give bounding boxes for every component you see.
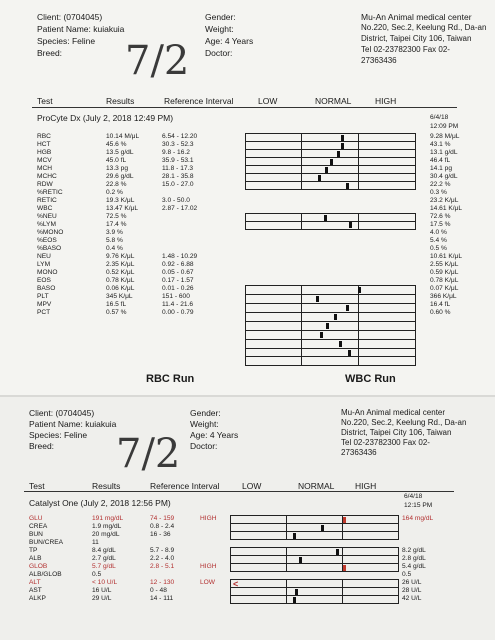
breed: Breed: — [37, 48, 63, 58]
header-test: Test — [29, 481, 45, 491]
reference-interval — [162, 189, 197, 197]
result-flag: HIGH — [200, 515, 217, 522]
prior-result: 0.3 % — [430, 189, 447, 196]
test-column — [37, 133, 63, 317]
header-rule — [24, 491, 454, 492]
reference-interval: 9.8 - 16.2 — [162, 149, 190, 156]
test-name: HGB — [37, 149, 52, 156]
reference-interval — [150, 571, 174, 579]
chemistry-report — [0, 397, 495, 640]
prior-result: 2.55 K/μL — [430, 261, 459, 268]
test-result: 0.06 K/μL — [106, 285, 135, 292]
prior-result: 5.4 % — [430, 237, 447, 244]
reference-interval: 2.2 - 4.0 — [150, 555, 175, 562]
reference-interval: 0.92 - 6.88 — [162, 261, 194, 268]
prior-result: 14.1 pg — [430, 165, 452, 172]
reference-interval: 0.00 - 0.79 — [162, 309, 194, 316]
reference-interval: 2.87 - 17.02 — [162, 205, 198, 212]
test-result: 13.47 K/μL — [106, 205, 139, 212]
test-name: ALKP — [29, 595, 46, 602]
header-reference: Reference Interval — [150, 481, 220, 491]
test-result: 16 U/L — [92, 587, 112, 594]
prior-result: 30.4 g/dL — [430, 173, 458, 180]
reference-interval: 0.17 - 1.57 — [162, 277, 194, 284]
prior-result — [402, 531, 433, 539]
breed: Breed: — [29, 441, 55, 451]
prior-result: 4.0 % — [430, 229, 447, 236]
test-name: %EOS — [37, 237, 57, 244]
test-name: RDW — [37, 181, 53, 188]
reference-interval — [162, 229, 197, 237]
test-result: 19.3 K/μL — [106, 197, 135, 204]
header-rule — [32, 107, 457, 108]
clinic-address-2: District, Taipei City 106, Taiwan — [341, 428, 452, 437]
species: Species: Feline — [29, 430, 88, 440]
test-result: < 10 U/L — [92, 579, 118, 586]
test-result: 72.5 % — [106, 213, 127, 220]
test-name: ALB — [29, 555, 42, 562]
reference-column — [150, 515, 174, 603]
test-result: 13.3 pg — [106, 165, 128, 172]
prior-result: 13.1 g/dL — [430, 149, 458, 156]
test-name: %LYM — [37, 221, 56, 228]
clinic-address-1: No.220, Sec.2, Keelung Rd., Da-an — [361, 23, 487, 32]
test-name: GLOB — [29, 563, 48, 570]
client-id: Client: (0704045) — [29, 408, 95, 418]
test-name: MONO — [37, 269, 58, 276]
prior-result: 2.8 g/dL — [402, 555, 426, 562]
reference-interval: 35.9 - 53.1 — [162, 157, 194, 164]
test-result: 0.4 % — [106, 245, 123, 252]
header-low: LOW — [242, 481, 262, 491]
result-flag — [200, 555, 216, 563]
reference-interval: 5.7 - 8.9 — [150, 547, 175, 554]
test-name: ALB/GLOB — [29, 571, 62, 578]
test-result: 5.7 g/dL — [92, 563, 116, 570]
gender: Gender: — [205, 12, 236, 22]
rbc-indicator-graph-1 — [245, 133, 416, 190]
test-result: 0.57 % — [106, 309, 127, 316]
test-result: 0.5 — [92, 571, 102, 578]
prior-result: 366 K/μL — [430, 293, 457, 300]
header-results: Results — [92, 481, 121, 491]
test-name: ALT — [29, 579, 41, 586]
test-result: 2.35 K/μL — [106, 261, 135, 268]
prior-date: 6/4/18 — [430, 114, 449, 121]
prior-result: 22.2 % — [430, 181, 451, 188]
prior-result: 42 U/L — [402, 595, 422, 602]
test-name: MCV — [37, 157, 52, 164]
test-name: BUN — [29, 531, 43, 538]
prior-result: 0.59 K/μL — [430, 269, 459, 276]
prior-result: 23.2 K/μL — [430, 197, 459, 204]
test-result: 0.52 K/μL — [106, 269, 135, 276]
test-result: 45.6 % — [106, 141, 127, 148]
age: Age: 4 Years — [205, 36, 254, 46]
run-title: Catalyst One (July 2, 2018 12:56 PM) — [29, 498, 171, 508]
reference-interval: 1.48 - 10.29 — [162, 253, 198, 260]
test-result: 10.14 M/μL — [106, 133, 140, 140]
test-name: BUN/CREA — [29, 539, 64, 546]
test-name: PLT — [37, 293, 49, 300]
test-name: MCHC — [37, 173, 57, 180]
prior-result: 0.60 % — [430, 309, 451, 316]
test-name: NEU — [37, 253, 51, 260]
prior-result-column — [402, 515, 433, 603]
wbc-run-label: WBC Run — [345, 373, 396, 385]
test-result: 9.76 K/μL — [106, 253, 135, 260]
header-results: Results — [106, 96, 135, 106]
result-flag — [200, 547, 216, 555]
result-flag — [200, 523, 216, 531]
test-name: BASO — [37, 285, 56, 292]
test-result: 22.8 % — [106, 181, 127, 188]
prior-result: 9.28 M/μL — [430, 133, 460, 140]
reference-interval — [150, 539, 174, 547]
reference-interval — [162, 213, 197, 221]
result-flag — [200, 595, 216, 603]
result-flag — [200, 571, 216, 579]
species: Species: Feline — [37, 36, 96, 46]
test-name: RETIC — [37, 197, 57, 204]
reference-interval: 0 - 48 — [150, 587, 167, 594]
result-column — [92, 515, 123, 603]
clinic-address-2: District, Taipei City 106, Taiwan — [361, 34, 472, 43]
reference-interval: 151 - 600 — [162, 293, 190, 300]
header-high: HIGH — [375, 96, 397, 106]
rbc-run-label: RBC Run — [146, 373, 195, 385]
test-name: TP — [29, 547, 38, 554]
gender: Gender: — [190, 408, 221, 418]
reference-interval: 0.05 - 0.67 — [162, 269, 194, 276]
prior-result: 164 mg/dL — [402, 515, 434, 522]
reference-interval: 6.54 - 12.20 — [162, 133, 198, 140]
reference-interval: 3.0 - 50.0 — [162, 197, 190, 204]
test-name: GLU — [29, 515, 43, 522]
test-result: 3.9 % — [106, 229, 123, 236]
reference-interval: 30.3 - 52.3 — [162, 141, 194, 148]
reference-interval — [162, 237, 197, 245]
chem-indicator-graph-1 — [230, 515, 399, 540]
test-result: 29.6 g/dL — [106, 173, 134, 180]
test-result: 191 mg/dL — [92, 515, 124, 522]
test-column — [29, 515, 63, 603]
test-result: 17.4 % — [106, 221, 127, 228]
test-result: 345 K/μL — [106, 293, 133, 300]
doctor: Doctor: — [190, 441, 218, 451]
test-result: 0.2 % — [106, 189, 123, 196]
prior-result: 26 U/L — [402, 579, 422, 586]
prior-result — [402, 539, 433, 547]
test-result: 29 U/L — [92, 595, 112, 602]
reference-interval: 12 - 130 — [150, 579, 175, 586]
reference-interval: 74 - 159 — [150, 515, 175, 522]
header-normal: NORMAL — [315, 96, 352, 106]
weight: Weight: — [190, 419, 219, 429]
prior-result: 0.5 % — [430, 245, 447, 252]
reference-interval: 11.8 - 17.3 — [162, 165, 194, 172]
reference-interval: 0.8 - 2.4 — [150, 523, 175, 530]
prior-time: 12:09 PM — [430, 123, 459, 130]
reference-interval: 0.01 - 0.26 — [162, 285, 194, 292]
test-name: AST — [29, 587, 42, 594]
test-result: 45.0 fL — [106, 157, 127, 164]
test-name: LYM — [37, 261, 51, 268]
reference-interval: 16 - 36 — [150, 531, 171, 538]
client-id: Client: (0704045) — [37, 12, 103, 22]
test-name: CREA — [29, 523, 48, 530]
prior-date: 6/4/18 — [404, 493, 423, 500]
test-result: 5.8 % — [106, 237, 123, 244]
clinic-phone: Tel 02-23782300 Fax 02- — [341, 438, 430, 447]
test-result: 13.5 g/dL — [106, 149, 134, 156]
test-result: 20 mg/dL — [92, 531, 120, 538]
header-reference: Reference Interval — [164, 96, 234, 106]
chem-indicator-graph-2 — [230, 547, 399, 572]
result-flag — [200, 531, 216, 539]
prior-result: 46.4 fL — [430, 157, 451, 164]
reference-interval: 15.0 - 27.0 — [162, 181, 194, 188]
wbc-indicator-graph — [245, 285, 416, 366]
result-column — [106, 133, 139, 317]
prior-result: 16.4 fL — [430, 301, 451, 308]
clinic-phone: Tel 02-23782300 Fax 02- — [361, 45, 450, 54]
test-name: %NEU — [37, 213, 57, 220]
below-range-arrow-icon: < — [233, 579, 239, 589]
prior-result: 0.78 K/μL — [430, 277, 459, 284]
prior-result: 14.61 K/μL — [430, 205, 463, 212]
test-name: EOS — [37, 277, 51, 284]
clinic-fax: 27363436 — [361, 56, 397, 65]
test-name: HCT — [37, 141, 51, 148]
prior-result: 0.5 — [402, 571, 412, 578]
test-name: MPV — [37, 301, 52, 308]
header-normal: NORMAL — [298, 481, 335, 491]
header-high: HIGH — [355, 481, 377, 491]
reference-interval — [162, 221, 197, 229]
reference-interval: 11.4 - 21.6 — [162, 301, 194, 308]
result-flag — [200, 587, 216, 595]
reference-interval — [162, 245, 197, 253]
test-result: 11 — [92, 539, 99, 546]
test-name: %MONO — [37, 229, 64, 236]
age: Age: 4 Years — [190, 430, 239, 440]
test-result: 0.78 K/μL — [106, 277, 135, 284]
test-result: 1.9 mg/dL — [92, 523, 122, 530]
chem-indicator-graph-3 — [230, 579, 399, 604]
test-name: %BASO — [37, 245, 62, 252]
flag-column — [200, 515, 216, 603]
clinic-fax: 27363436 — [341, 448, 377, 457]
reference-interval: 14 - 111 — [150, 595, 174, 602]
patient-name: Patient Name: kuiakuia — [29, 419, 117, 429]
header-low: LOW — [258, 96, 278, 106]
test-result: 8.4 g/dL — [92, 547, 116, 554]
reference-interval: 28.1 - 35.8 — [162, 173, 194, 180]
weight: Weight: — [205, 24, 234, 34]
run-title: ProCyte Dx (July 2, 2018 12:49 PM) — [37, 113, 174, 123]
prior-result: 43.1 % — [430, 141, 451, 148]
doctor: Doctor: — [205, 48, 233, 58]
result-flag: LOW — [200, 579, 216, 586]
prior-time: 12:15 PM — [404, 502, 433, 509]
prior-result: 10.61 K/μL — [430, 253, 463, 260]
test-name: %RETIC — [37, 189, 63, 196]
header-test: Test — [37, 96, 53, 106]
prior-result: 0.07 K/μL — [430, 285, 459, 292]
handwritten-date: 7/2 — [125, 38, 190, 84]
handwritten-date: 7/2 — [116, 431, 181, 477]
prior-result-column — [430, 133, 462, 317]
result-flag — [200, 539, 216, 547]
test-result: 16.5 fL — [106, 301, 127, 308]
prior-result: 72.6 % — [430, 213, 451, 220]
prior-result: 5.4 g/dL — [402, 563, 426, 570]
test-result: 2.7 g/dL — [92, 555, 116, 562]
clinic-name: Mu-An Animal medical center — [361, 12, 472, 22]
prior-result — [402, 523, 433, 531]
prior-result: 8.2 g/dL — [402, 547, 426, 554]
clinic-name: Mu-An Animal medical center — [341, 408, 446, 417]
test-name: MCH — [37, 165, 53, 172]
reference-column — [162, 133, 197, 317]
test-name: RBC — [37, 133, 51, 140]
prior-result: 17.5 % — [430, 221, 451, 228]
rbc-indicator-graph-2 — [245, 213, 416, 230]
patient-name: Patient Name: kuiakuia — [37, 24, 125, 34]
test-name: WBC — [37, 205, 53, 212]
clinic-address-1: No.220, Sec.2, Keelung Rd., Da-an — [341, 418, 467, 427]
reference-interval: 2.8 - 5.1 — [150, 563, 175, 570]
prior-result: 28 U/L — [402, 587, 422, 594]
result-flag: HIGH — [200, 563, 217, 570]
test-name: PCT — [37, 309, 51, 316]
